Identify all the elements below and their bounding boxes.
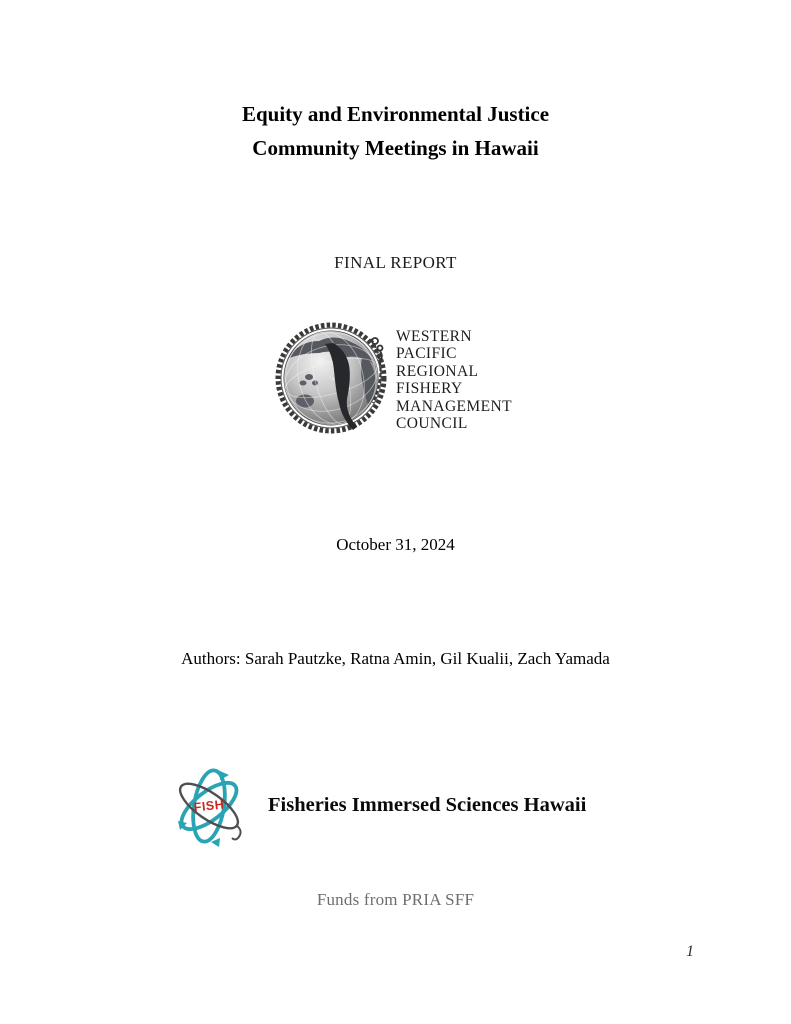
wpfmc-logo-text-line: WESTERN bbox=[396, 328, 472, 345]
fish-logo-acronym: FISH bbox=[193, 797, 225, 815]
page-number: 1 bbox=[686, 943, 694, 960]
report-type-label: FINAL REPORT bbox=[334, 253, 457, 272]
fish-org-banner bbox=[166, 759, 586, 851]
wpfmc-globe-icon bbox=[275, 319, 389, 437]
fish-org-name: Fisheries Immersed Sciences Hawaii bbox=[268, 793, 587, 816]
report-title-line2: Community Meetings in Hawaii bbox=[252, 136, 539, 160]
wpfmc-logo-text-line: COUNCIL bbox=[396, 415, 468, 433]
authors-line: Authors: Sarah Pautzke, Ratna Amin, Gil Kualii, Zach Yamada bbox=[181, 649, 610, 668]
wpfmc-logo bbox=[275, 319, 512, 437]
report-date: October 31, 2024 bbox=[336, 535, 455, 554]
report-title-line1: Equity and Environmental Justice bbox=[241, 102, 550, 126]
wpfmc-logo-text-line: FISHERY bbox=[396, 380, 463, 398]
fish-atom-logo-icon bbox=[166, 759, 254, 851]
wpfmc-logo-text-line: REGIONAL bbox=[396, 362, 479, 380]
wpfmc-logo-text bbox=[396, 319, 512, 432]
wpfmc-logo-text-line: MANAGEMENT bbox=[396, 397, 512, 415]
wpfmc-logo-text-line: PACIFIC bbox=[396, 345, 457, 363]
funding-note: Funds from PRIA SFF bbox=[316, 890, 475, 909]
